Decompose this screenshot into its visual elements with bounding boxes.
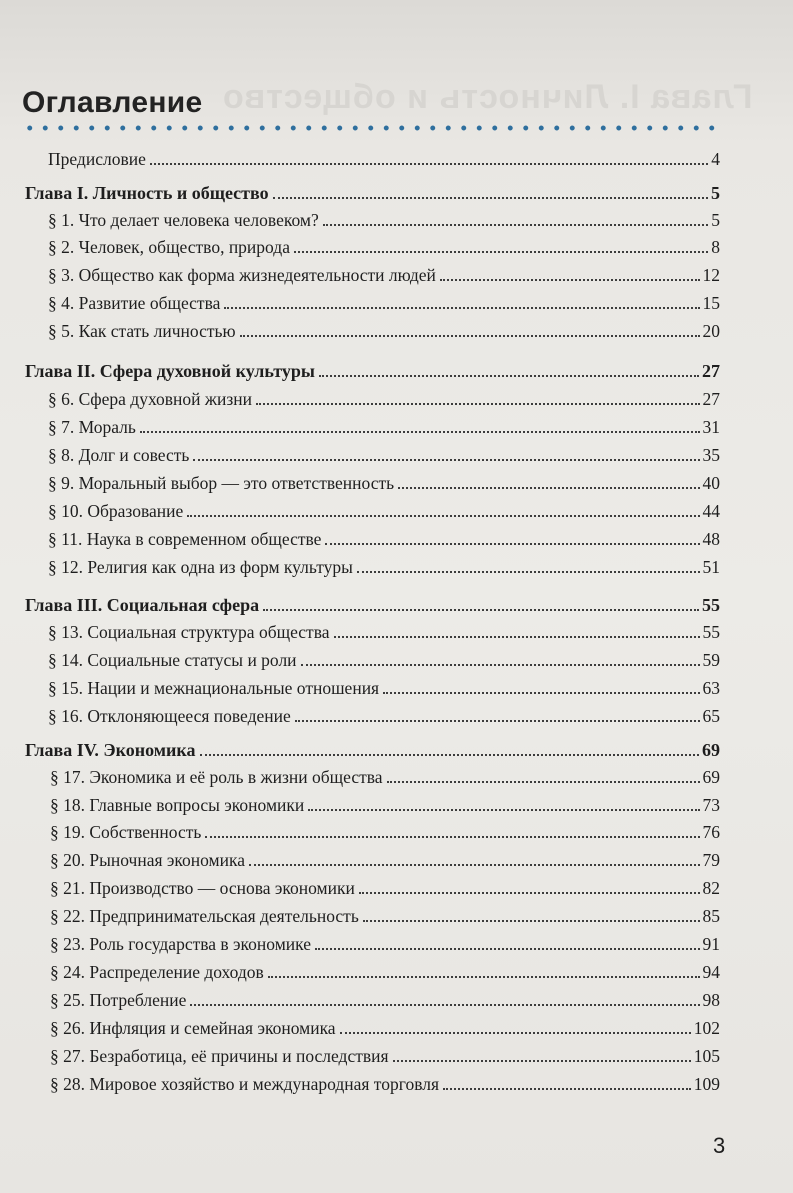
toc-section-entry bbox=[48, 292, 720, 314]
dot-leader bbox=[263, 594, 699, 611]
toc-entry-title: § 3. Общество как форма жизнедеятельности людей bbox=[48, 265, 436, 285]
toc-section-entry bbox=[48, 388, 720, 410]
toc-entry-title: § 8. Долг и совесть bbox=[48, 445, 190, 465]
toc-entry-page: 69 bbox=[702, 740, 720, 760]
toc-section-entry bbox=[48, 444, 720, 466]
toc-entry-title: § 4. Развитие общества bbox=[48, 293, 221, 313]
toc-entry-page: 40 bbox=[702, 473, 720, 493]
toc-section-entry bbox=[50, 933, 720, 955]
toc-section-entry bbox=[48, 209, 720, 231]
toc-entry-title: § 5. Как стать личностью bbox=[48, 321, 236, 341]
toc-entry-title: § 23. Роль государства в экономике bbox=[50, 934, 311, 954]
toc-entry-title: Глава IV. Экономика bbox=[25, 740, 196, 760]
toc-entry-title: Предисловие bbox=[48, 149, 146, 169]
toc-entry-page: 8 bbox=[711, 237, 720, 257]
toc-entry-title: § 22. Предпринимательская деятельность bbox=[50, 906, 359, 926]
dot-leader bbox=[256, 388, 699, 405]
dot-leader bbox=[323, 209, 709, 226]
toc-section-entry bbox=[50, 877, 720, 899]
dot-leader bbox=[398, 472, 699, 489]
toc-section-entry bbox=[48, 621, 720, 643]
toc-entry-page: 63 bbox=[702, 678, 720, 698]
toc-entry-title: § 10. Образование bbox=[48, 501, 184, 521]
toc-entry-title: § 28. Мировое хозяйство и международная торговля bbox=[50, 1074, 440, 1094]
dot-leader bbox=[443, 1073, 691, 1090]
dot-leader bbox=[387, 766, 700, 783]
dot-leader bbox=[150, 148, 708, 165]
toc-entry-page: 59 bbox=[702, 650, 720, 670]
toc-entry-page: 65 bbox=[702, 706, 720, 726]
dot-leader bbox=[363, 905, 700, 922]
toc-entry-page: 51 bbox=[702, 557, 720, 577]
toc-section-entry bbox=[48, 500, 720, 522]
toc-entry-page: 55 bbox=[702, 622, 720, 642]
toc-front-entry bbox=[48, 148, 720, 170]
toc-entry-page: 85 bbox=[702, 906, 720, 926]
dot-leader bbox=[240, 320, 700, 337]
toc-entry-page: 27 bbox=[702, 389, 720, 409]
toc-entry-title: Глава I. Личность и общество bbox=[25, 183, 269, 203]
toc-entry-page: 31 bbox=[702, 417, 720, 437]
toc-chapter-entry bbox=[25, 739, 720, 761]
toc-entry-page: 102 bbox=[693, 1018, 720, 1038]
toc-entry-title: § 27. Безработица, её причины и последствия bbox=[50, 1046, 389, 1066]
toc-section-entry bbox=[50, 1045, 720, 1067]
toc-entry-title: § 13. Социальная структура общества bbox=[48, 622, 330, 642]
toc-section-entry bbox=[48, 472, 720, 494]
dot-leader bbox=[200, 739, 699, 756]
toc-section-entry bbox=[48, 264, 720, 286]
toc-entry-page: 4 bbox=[711, 149, 720, 169]
toc-entry-title: § 24. Распределение доходов bbox=[50, 962, 264, 982]
dot-leader bbox=[308, 794, 699, 811]
toc-entry-page: 76 bbox=[702, 822, 720, 842]
dot-leader bbox=[268, 961, 700, 978]
toc-entry-page: 73 bbox=[702, 795, 720, 815]
toc-entry-page: 105 bbox=[693, 1046, 720, 1066]
dot-leader bbox=[340, 1017, 691, 1034]
dot-leader bbox=[193, 444, 699, 461]
toc-entry-page: 44 bbox=[702, 501, 720, 521]
toc-heading: Оглавление bbox=[22, 86, 203, 119]
dot-leader bbox=[359, 877, 700, 894]
dot-leader bbox=[383, 677, 699, 694]
toc-entry-title: § 7. Мораль bbox=[48, 417, 136, 437]
toc-entry-title: § 21. Производство — основа экономики bbox=[50, 878, 355, 898]
toc-entry-page: 48 bbox=[702, 529, 720, 549]
dot-leader bbox=[294, 236, 708, 253]
toc-entry-title: § 11. Наука в современном обществе bbox=[48, 529, 322, 549]
toc-section-entry bbox=[50, 794, 720, 816]
toc-entry-page: 91 bbox=[702, 934, 720, 954]
toc-section-entry bbox=[48, 236, 720, 258]
toc-section-entry bbox=[48, 677, 720, 699]
toc-entry-title: § 9. Моральный выбор — это ответственность bbox=[48, 473, 395, 493]
toc-entry-title: Глава III. Социальная сфера bbox=[25, 595, 260, 615]
toc-entry-page: 94 bbox=[702, 962, 720, 982]
toc-entry-page: 5 bbox=[711, 210, 720, 230]
toc-section-entry bbox=[50, 905, 720, 927]
toc-entry-title: § 12. Религия как одна из форм культуры bbox=[48, 557, 353, 577]
toc-section-entry bbox=[50, 989, 720, 1011]
toc-entry-title: § 25. Потребление bbox=[50, 990, 187, 1010]
toc-entry-page: 98 bbox=[702, 990, 720, 1010]
toc-entry-title: § 18. Главные вопросы экономики bbox=[50, 795, 305, 815]
toc-chapter-entry bbox=[25, 182, 720, 204]
toc-entry-title: § 14. Социальные статусы и роли bbox=[48, 650, 297, 670]
dot-leader bbox=[190, 989, 699, 1006]
toc-entry-title: § 1. Что делает человека человеком? bbox=[48, 210, 319, 230]
dot-leader bbox=[205, 821, 699, 838]
toc-section-entry bbox=[50, 849, 720, 871]
toc-section-entry bbox=[48, 416, 720, 438]
toc-entry-title: § 20. Рыночная экономика bbox=[50, 850, 245, 870]
toc-section-entry bbox=[50, 961, 720, 983]
dot-leader bbox=[140, 416, 700, 433]
toc-section-entry bbox=[50, 1073, 720, 1095]
dot-leader bbox=[440, 264, 700, 281]
toc-section-entry bbox=[50, 1017, 720, 1039]
toc-entry-page: 79 bbox=[702, 850, 720, 870]
toc-entry-title: § 16. Отклоняющееся поведение bbox=[48, 706, 291, 726]
toc-section-entry bbox=[48, 649, 720, 671]
toc-section-entry bbox=[48, 320, 720, 342]
toc-entry-page: 35 bbox=[702, 445, 720, 465]
dot-leader bbox=[249, 849, 700, 866]
toc-section-entry bbox=[50, 766, 720, 788]
dot-leader bbox=[301, 649, 700, 666]
toc-chapter-entry bbox=[25, 360, 720, 382]
toc-entry-page: 15 bbox=[702, 293, 720, 313]
toc-entry-title: § 6. Сфера духовной жизни bbox=[48, 389, 253, 409]
toc-entry-page: 5 bbox=[711, 183, 720, 203]
dot-leader bbox=[224, 292, 699, 309]
toc-section-entry bbox=[50, 821, 720, 843]
toc-entry-title: § 26. Инфляция и семейная экономика bbox=[50, 1018, 336, 1038]
page-number: 3 bbox=[713, 1133, 726, 1158]
toc-entry-page: 27 bbox=[702, 361, 720, 381]
toc-section-entry bbox=[48, 528, 720, 550]
toc-entry-page: 69 bbox=[702, 767, 720, 787]
dot-leader bbox=[334, 621, 700, 638]
dot-leader bbox=[319, 360, 699, 377]
dot-leader bbox=[295, 705, 700, 722]
toc-chapter-entry bbox=[25, 594, 720, 616]
toc-entry-title: § 15. Нации и межнациональные отношения bbox=[48, 678, 380, 698]
dot-leader bbox=[357, 556, 700, 573]
show-through-text: Глава I. Личность и общество bbox=[222, 78, 753, 116]
toc-section-entry bbox=[48, 705, 720, 727]
dot-leader bbox=[393, 1045, 691, 1062]
toc-entry-title: § 19. Собственность bbox=[50, 822, 202, 842]
toc-entry-page: 55 bbox=[702, 595, 720, 615]
dot-leader bbox=[315, 933, 700, 950]
toc-entry-page: 109 bbox=[693, 1074, 720, 1094]
dot-leader bbox=[325, 528, 699, 545]
dot-leader bbox=[187, 500, 699, 517]
dot-leader bbox=[273, 182, 708, 199]
toc-entry-page: 20 bbox=[702, 321, 720, 341]
toc-section-entry bbox=[48, 556, 720, 578]
toc-entry-title: § 2. Человек, общество, природа bbox=[48, 237, 290, 257]
toc-entry-page: 82 bbox=[702, 878, 720, 898]
toc-entry-title: § 17. Экономика и её роль в жизни общества bbox=[50, 767, 383, 787]
toc-entry-page: 12 bbox=[702, 265, 720, 285]
toc-entry-title: Глава II. Сфера духовной культуры bbox=[25, 361, 315, 381]
